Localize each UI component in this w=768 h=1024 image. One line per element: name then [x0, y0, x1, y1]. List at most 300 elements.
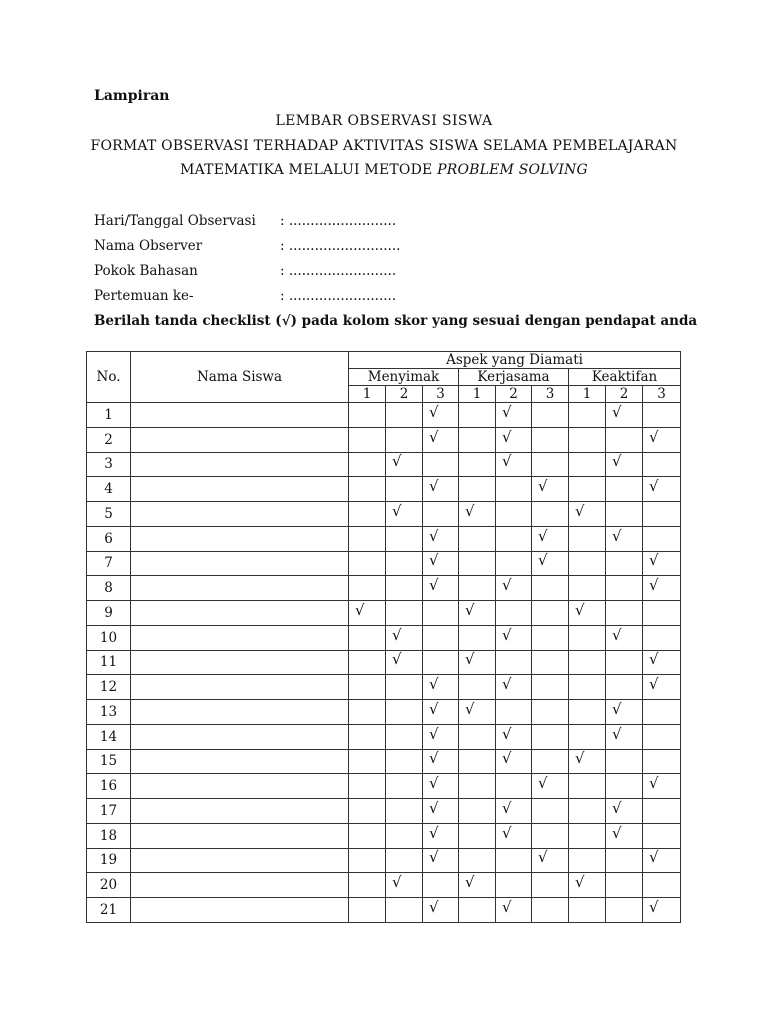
- check-mark-icon: √: [649, 551, 659, 570]
- info-label: Pertemuan ke-: [94, 288, 194, 304]
- check-mark-icon: √: [502, 798, 512, 817]
- score-cell: [459, 898, 496, 923]
- score-cell: [532, 551, 569, 576]
- check-mark-icon: √: [538, 477, 548, 496]
- row-number: 7: [87, 551, 131, 576]
- score-cell: [496, 823, 532, 848]
- score-cell: [569, 477, 606, 502]
- score-cell: [606, 601, 643, 626]
- score-cell: [643, 403, 681, 428]
- score-cell: [349, 848, 386, 873]
- score-cell: [423, 477, 459, 502]
- header-aspek: Aspek yang Diamati: [349, 352, 681, 369]
- header-score: 1: [459, 386, 496, 403]
- check-mark-icon: √: [612, 724, 622, 743]
- score-cell: [532, 724, 569, 749]
- score-cell: [349, 650, 386, 675]
- student-name-cell: [131, 452, 349, 477]
- score-cell: [569, 898, 606, 923]
- check-mark-icon: √: [649, 427, 659, 446]
- score-cell: [606, 625, 643, 650]
- info-value: : .........................: [280, 213, 397, 229]
- score-cell: [349, 551, 386, 576]
- row-number: 14: [87, 724, 131, 749]
- check-mark-icon: √: [612, 526, 622, 545]
- score-cell: [606, 502, 643, 527]
- score-cell: [606, 848, 643, 873]
- score-cell: [643, 898, 681, 923]
- info-value: : .........................: [280, 263, 397, 279]
- score-cell: [423, 823, 459, 848]
- score-cell: [459, 625, 496, 650]
- check-mark-icon: √: [575, 501, 585, 520]
- table-row: [87, 625, 681, 650]
- student-name-cell: [131, 576, 349, 601]
- score-cell: [496, 749, 532, 774]
- score-cell: [459, 576, 496, 601]
- score-cell: [643, 724, 681, 749]
- header-nama-siswa: Nama Siswa: [131, 352, 349, 403]
- score-cell: [569, 675, 606, 700]
- check-mark-icon: √: [538, 526, 548, 545]
- score-cell: [496, 477, 532, 502]
- score-cell: [532, 477, 569, 502]
- score-cell: [349, 823, 386, 848]
- score-cell: [349, 799, 386, 824]
- check-mark-icon: √: [502, 897, 512, 916]
- score-cell: [496, 625, 532, 650]
- score-cell: [496, 675, 532, 700]
- score-cell: [459, 502, 496, 527]
- student-name-cell: [131, 799, 349, 824]
- check-mark-icon: √: [392, 650, 402, 669]
- score-cell: [423, 452, 459, 477]
- check-mark-icon: √: [429, 699, 439, 718]
- score-cell: [606, 403, 643, 428]
- row-number: 10: [87, 625, 131, 650]
- score-cell: [423, 403, 459, 428]
- check-mark-icon: √: [429, 897, 439, 916]
- score-cell: [386, 551, 423, 576]
- score-cell: [349, 601, 386, 626]
- header-no: No.: [87, 352, 131, 403]
- student-name-cell: [131, 774, 349, 799]
- score-cell: [606, 477, 643, 502]
- score-cell: [569, 749, 606, 774]
- row-number: 16: [87, 774, 131, 799]
- score-cell: [532, 700, 569, 725]
- row-number: 13: [87, 700, 131, 725]
- table-row: [87, 502, 681, 527]
- score-cell: [349, 403, 386, 428]
- row-number: 19: [87, 848, 131, 873]
- check-mark-icon: √: [575, 749, 585, 768]
- row-number: 12: [87, 675, 131, 700]
- score-cell: [532, 502, 569, 527]
- table-row: [87, 774, 681, 799]
- table-row: [87, 477, 681, 502]
- score-cell: [532, 799, 569, 824]
- score-cell: [532, 873, 569, 898]
- row-number: 8: [87, 576, 131, 601]
- score-cell: [386, 749, 423, 774]
- score-cell: [423, 724, 459, 749]
- score-cell: [643, 848, 681, 873]
- check-mark-icon: √: [538, 774, 548, 793]
- score-cell: [349, 724, 386, 749]
- student-name-cell: [131, 823, 349, 848]
- score-cell: [569, 774, 606, 799]
- score-cell: [423, 873, 459, 898]
- score-cell: [386, 601, 423, 626]
- table-row: [87, 427, 681, 452]
- table-row: [87, 848, 681, 873]
- check-mark-icon: √: [429, 402, 439, 421]
- info-row-hari-tanggal: [94, 213, 397, 229]
- info-row-pertemuan: [94, 288, 397, 304]
- check-mark-icon: √: [649, 848, 659, 867]
- score-cell: [532, 576, 569, 601]
- score-cell: [459, 848, 496, 873]
- score-cell: [643, 625, 681, 650]
- score-cell: [459, 601, 496, 626]
- score-cell: [532, 848, 569, 873]
- check-mark-icon: √: [429, 724, 439, 743]
- score-cell: [569, 625, 606, 650]
- score-cell: [643, 774, 681, 799]
- row-number: 1: [87, 403, 131, 428]
- score-cell: [496, 427, 532, 452]
- info-row-pokok-bahasan: [94, 263, 397, 279]
- score-cell: [606, 576, 643, 601]
- header-group-keaktifan: Keaktifan: [569, 369, 681, 386]
- score-cell: [349, 675, 386, 700]
- score-cell: [459, 427, 496, 452]
- score-cell: [496, 898, 532, 923]
- score-cell: [459, 477, 496, 502]
- score-cell: [643, 551, 681, 576]
- score-cell: [349, 873, 386, 898]
- score-cell: [643, 427, 681, 452]
- check-mark-icon: √: [429, 551, 439, 570]
- check-mark-icon: √: [429, 749, 439, 768]
- score-cell: [569, 650, 606, 675]
- row-number: 3: [87, 452, 131, 477]
- score-cell: [532, 650, 569, 675]
- check-mark-icon: √: [649, 897, 659, 916]
- score-cell: [386, 625, 423, 650]
- score-cell: [423, 576, 459, 601]
- header-score: 3: [643, 386, 681, 403]
- score-cell: [423, 848, 459, 873]
- row-number: 21: [87, 898, 131, 923]
- score-cell: [569, 452, 606, 477]
- check-mark-icon: √: [429, 576, 439, 595]
- score-cell: [386, 675, 423, 700]
- score-cell: [643, 873, 681, 898]
- check-mark-icon: √: [465, 699, 475, 718]
- score-cell: [459, 700, 496, 725]
- score-cell: [643, 823, 681, 848]
- info-value: : .........................: [280, 288, 397, 304]
- score-cell: [423, 551, 459, 576]
- score-cell: [532, 823, 569, 848]
- check-mark-icon: √: [429, 798, 439, 817]
- header-score: 3: [532, 386, 569, 403]
- table-row: [87, 898, 681, 923]
- score-cell: [569, 799, 606, 824]
- table-row: [87, 873, 681, 898]
- score-cell: [496, 848, 532, 873]
- student-name-cell: [131, 526, 349, 551]
- score-cell: [386, 650, 423, 675]
- score-cell: [349, 526, 386, 551]
- student-name-cell: [131, 427, 349, 452]
- score-cell: [569, 848, 606, 873]
- table-row: [87, 551, 681, 576]
- student-name-cell: [131, 551, 349, 576]
- check-mark-icon: √: [429, 774, 439, 793]
- check-mark-icon: √: [429, 848, 439, 867]
- check-mark-icon: √: [649, 774, 659, 793]
- check-mark-icon: √: [392, 501, 402, 520]
- header-score: 2: [386, 386, 423, 403]
- score-cell: [386, 403, 423, 428]
- score-cell: [569, 427, 606, 452]
- score-cell: [496, 551, 532, 576]
- score-cell: [386, 724, 423, 749]
- score-cell: [643, 576, 681, 601]
- header-score: 2: [496, 386, 532, 403]
- check-mark-icon: √: [502, 724, 512, 743]
- check-mark-icon: √: [649, 675, 659, 694]
- score-cell: [423, 774, 459, 799]
- score-cell: [496, 873, 532, 898]
- score-cell: [606, 724, 643, 749]
- score-cell: [606, 650, 643, 675]
- score-cell: [532, 749, 569, 774]
- student-name-cell: [131, 650, 349, 675]
- score-cell: [423, 799, 459, 824]
- header-group-kerjasama: Kerjasama: [459, 369, 569, 386]
- table-row: [87, 675, 681, 700]
- row-number: 6: [87, 526, 131, 551]
- score-cell: [386, 502, 423, 527]
- row-number: 4: [87, 477, 131, 502]
- score-cell: [423, 700, 459, 725]
- student-name-cell: [131, 700, 349, 725]
- observation-table: [86, 351, 681, 923]
- score-cell: [496, 403, 532, 428]
- check-mark-icon: √: [429, 526, 439, 545]
- header-group-menyimak: Menyimak: [349, 369, 459, 386]
- check-mark-icon: √: [502, 576, 512, 595]
- score-cell: [606, 452, 643, 477]
- row-number: 9: [87, 601, 131, 626]
- score-cell: [496, 799, 532, 824]
- score-cell: [606, 749, 643, 774]
- score-cell: [459, 774, 496, 799]
- check-mark-icon: √: [502, 452, 512, 471]
- score-cell: [349, 576, 386, 601]
- check-mark-icon: √: [465, 501, 475, 520]
- check-mark-icon: √: [612, 823, 622, 842]
- score-cell: [569, 700, 606, 725]
- score-cell: [496, 650, 532, 675]
- score-cell: [606, 799, 643, 824]
- score-cell: [532, 898, 569, 923]
- score-cell: [643, 452, 681, 477]
- score-cell: [349, 477, 386, 502]
- score-cell: [606, 526, 643, 551]
- score-cell: [532, 526, 569, 551]
- check-mark-icon: √: [392, 625, 402, 644]
- score-cell: [606, 823, 643, 848]
- score-cell: [496, 601, 532, 626]
- check-mark-icon: √: [502, 675, 512, 694]
- student-name-cell: [131, 675, 349, 700]
- score-cell: [349, 898, 386, 923]
- info-value: : ..........................: [280, 238, 401, 254]
- check-mark-icon: √: [612, 402, 622, 421]
- table-row: [87, 403, 681, 428]
- check-mark-icon: √: [575, 600, 585, 619]
- score-cell: [496, 502, 532, 527]
- document-subtitle-line1: FORMAT OBSERVASI TERHADAP AKTIVITAS SISWA SELAMA PEMBELAJARAN: [90, 138, 678, 154]
- score-cell: [496, 724, 532, 749]
- score-cell: [606, 551, 643, 576]
- score-cell: [386, 700, 423, 725]
- check-mark-icon: √: [649, 477, 659, 496]
- score-cell: [349, 774, 386, 799]
- row-number: 17: [87, 799, 131, 824]
- score-cell: [606, 700, 643, 725]
- table-row: [87, 724, 681, 749]
- table-row: [87, 823, 681, 848]
- score-cell: [532, 675, 569, 700]
- table-row: [87, 799, 681, 824]
- score-cell: [606, 675, 643, 700]
- row-number: 2: [87, 427, 131, 452]
- check-mark-icon: √: [465, 873, 475, 892]
- score-cell: [459, 799, 496, 824]
- student-name-cell: [131, 848, 349, 873]
- info-label: Nama Observer: [94, 238, 203, 254]
- student-name-cell: [131, 873, 349, 898]
- score-cell: [386, 848, 423, 873]
- score-cell: [643, 526, 681, 551]
- header-score: 1: [349, 386, 386, 403]
- score-cell: [423, 749, 459, 774]
- score-cell: [643, 749, 681, 774]
- row-number: 18: [87, 823, 131, 848]
- row-number: 20: [87, 873, 131, 898]
- score-cell: [643, 601, 681, 626]
- score-cell: [532, 601, 569, 626]
- score-cell: [569, 502, 606, 527]
- score-cell: [423, 601, 459, 626]
- score-cell: [606, 873, 643, 898]
- score-cell: [459, 650, 496, 675]
- header-score: 3: [423, 386, 459, 403]
- check-mark-icon: √: [392, 873, 402, 892]
- score-cell: [532, 452, 569, 477]
- check-mark-icon: √: [355, 600, 365, 619]
- score-cell: [459, 551, 496, 576]
- header-score: 2: [606, 386, 643, 403]
- info-label: Pokok Bahasan: [94, 263, 198, 279]
- score-cell: [569, 551, 606, 576]
- score-cell: [459, 724, 496, 749]
- score-cell: [386, 477, 423, 502]
- score-cell: [386, 452, 423, 477]
- score-cell: [606, 427, 643, 452]
- student-name-cell: [131, 625, 349, 650]
- score-cell: [532, 774, 569, 799]
- check-mark-icon: √: [429, 823, 439, 842]
- score-cell: [643, 477, 681, 502]
- score-cell: [643, 700, 681, 725]
- check-mark-icon: √: [429, 675, 439, 694]
- student-name-cell: [131, 898, 349, 923]
- score-cell: [569, 403, 606, 428]
- check-mark-icon: √: [612, 625, 622, 644]
- info-row-nama-observer: [94, 238, 401, 254]
- score-cell: [643, 650, 681, 675]
- score-cell: [496, 576, 532, 601]
- score-cell: [459, 403, 496, 428]
- check-mark-icon: √: [502, 749, 512, 768]
- student-name-cell: [131, 724, 349, 749]
- score-cell: [386, 799, 423, 824]
- score-cell: [423, 650, 459, 675]
- score-cell: [606, 898, 643, 923]
- subtitle-italic: PROBLEM SOLVING: [437, 162, 588, 178]
- score-cell: [569, 576, 606, 601]
- check-mark-icon: √: [465, 600, 475, 619]
- score-cell: [423, 427, 459, 452]
- score-cell: [386, 898, 423, 923]
- score-cell: [496, 700, 532, 725]
- score-cell: [459, 823, 496, 848]
- score-cell: [532, 625, 569, 650]
- score-cell: [459, 749, 496, 774]
- score-cell: [569, 823, 606, 848]
- score-cell: [496, 452, 532, 477]
- score-cell: [423, 502, 459, 527]
- score-cell: [459, 675, 496, 700]
- check-mark-icon: √: [465, 650, 475, 669]
- table-row: [87, 650, 681, 675]
- check-mark-icon: √: [502, 427, 512, 446]
- check-mark-icon: √: [429, 477, 439, 496]
- check-mark-icon: √: [392, 452, 402, 471]
- score-cell: [349, 427, 386, 452]
- check-mark-icon: √: [429, 427, 439, 446]
- check-mark-icon: √: [502, 625, 512, 644]
- score-cell: [496, 526, 532, 551]
- score-cell: [643, 675, 681, 700]
- score-cell: [569, 601, 606, 626]
- table-row: [87, 749, 681, 774]
- instruction-text: Berilah tanda checklist (√) pada kolom skor yang sesuai dengan pendapat anda: [94, 313, 698, 329]
- score-cell: [349, 502, 386, 527]
- score-cell: [349, 749, 386, 774]
- student-name-cell: [131, 477, 349, 502]
- table-row: [87, 700, 681, 725]
- check-mark-icon: √: [612, 452, 622, 471]
- score-cell: [569, 724, 606, 749]
